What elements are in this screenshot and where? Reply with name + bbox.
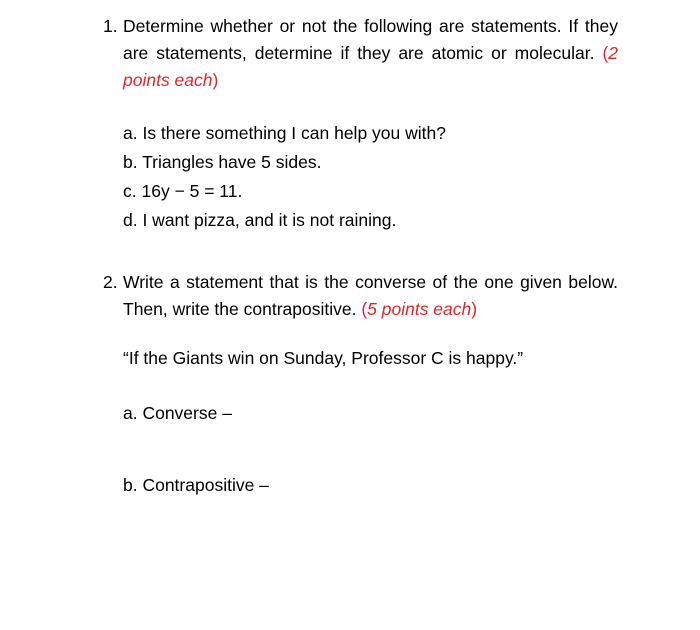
- question-1-item-c: c. 16y − 5 = 11.: [123, 181, 243, 201]
- question-2-points-open: (: [361, 299, 368, 319]
- question-1-item-b: b. Triangles have 5 sides.: [123, 152, 322, 172]
- contrapositive-label: b. Contrapositive –: [123, 475, 269, 495]
- question-2-points-label: 5 points each: [367, 299, 472, 319]
- question-2-number: 2.: [103, 272, 118, 292]
- question-2-points-close: ): [471, 299, 478, 319]
- question-2-points: [361, 299, 477, 319]
- question-1-points-open: (: [602, 43, 609, 63]
- question-1-text: [123, 13, 618, 94]
- given-statement-quote: “If the Giants win on Sunday, Professor C is happy.”: [123, 348, 524, 368]
- question-1-number: 1.: [103, 16, 118, 36]
- question-1-item-a: a. Is there something I can help you with?: [123, 123, 446, 143]
- question-1-items: [123, 119, 446, 235]
- question-2-text: [123, 269, 618, 323]
- question-1-points-close: ): [212, 70, 219, 90]
- question-2: [103, 269, 618, 323]
- question-1-prompt: Determine whether or not the following are statements. If they are statements, determine if they are atomic or molecular.: [123, 16, 618, 63]
- question-1-points-label: 2 points each: [123, 43, 618, 90]
- converse-label: a. Converse –: [123, 403, 232, 423]
- question-2-prompt: Write a statement that is the converse of the one given below. Then, write the contrapositive.: [123, 272, 618, 319]
- question-1-item-d: d. I want pizza, and it is not raining.: [123, 210, 397, 230]
- question-1: [103, 13, 618, 94]
